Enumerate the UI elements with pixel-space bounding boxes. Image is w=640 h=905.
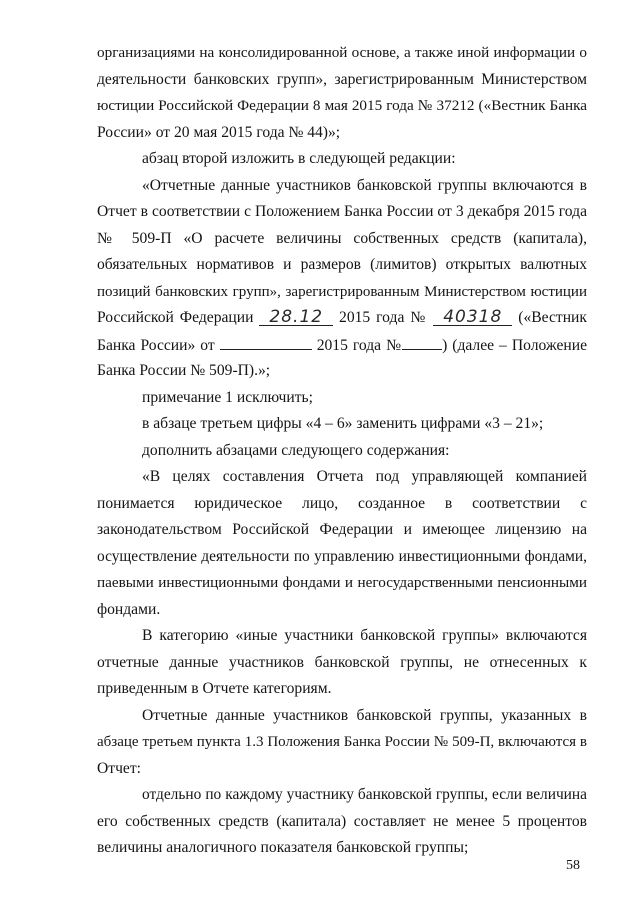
text-line: Отчет: — [97, 760, 141, 777]
line-middle: 2015 года № — [339, 309, 428, 326]
text-line: деятельности банковских групп», зарегистрированным Министерством — [97, 71, 587, 88]
text-line-with-handwriting — [97, 308, 587, 328]
text-line: В категорию «иные участники банковской группы» включаются — [142, 627, 587, 644]
text-line: организациями на консолидированной основе, а также иной информации о — [97, 44, 587, 61]
text-line: паевыми инвестиционными фондами и негосударственными пенсионными — [97, 574, 587, 591]
text-line: величины аналогичного показателя банковской группы; — [97, 839, 469, 856]
line-prefix: Банка России» от — [97, 337, 215, 354]
line-prefix: Российской Федерации — [97, 309, 254, 326]
text-line: примечание 1 исключить; — [142, 389, 313, 406]
page-number: 58 — [566, 858, 580, 873]
text-line: осуществление деятельности по управлению инвестиционными фондами, — [97, 548, 587, 565]
text-line: отчетные данные участников банковской группы, не отнесенных к — [97, 654, 587, 671]
text-line: № 509-П «О расчете величины собственных средств (капитала), — [97, 230, 587, 247]
handwritten-date: 28.12 — [259, 309, 333, 326]
text-line: «В целях составления Отчета под управляющей компанией — [142, 468, 587, 485]
text-line: понимается юридическое лицо, созданное в соответствии с — [97, 495, 587, 512]
line-suffix: («Вестник — [518, 309, 587, 326]
text-line: фондами. — [97, 601, 161, 618]
text-line: абзац второй изложить в следующей редакции: — [142, 150, 456, 167]
text-line: дополнить абзацами следующего содержания: — [142, 442, 450, 459]
handwritten-number: 40318 — [433, 309, 512, 326]
text-line: приведенным в Отчете категориям. — [97, 680, 332, 697]
text-line: отдельно по каждому участнику банковской группы, если величина — [142, 786, 587, 803]
text-line: абзаце третьем пункта 1.3 Положения Банка России № 509-П, включаются в — [97, 734, 587, 750]
line-suffix: ) (далее – Положение — [442, 337, 587, 354]
text-line: Отчет в соответствии с Положением Банка России от 3 декабря 2015 года — [97, 203, 587, 220]
text-line-with-blanks — [97, 335, 587, 356]
text-line: юстиции Российской Федерации 8 мая 2015 года № 37212 («Вестник Банка — [97, 97, 587, 114]
text-line: его собственных средств (капитала) составляет не менее 5 процентов — [97, 813, 587, 830]
text-line: «Отчетные данные участников банковской группы включаются в — [142, 177, 587, 194]
text-line: законодательством Российской Федерации и имеющее лицензию на — [97, 521, 587, 538]
text-line: позиций банковских групп», зарегистрированным Министерством юстиции — [97, 284, 587, 300]
text-line: Отчетные данные участников банковской группы, указанных в — [142, 707, 587, 724]
text-line: России» от 20 мая 2015 года № 44)»; — [97, 124, 341, 141]
blank-date-field — [220, 335, 312, 350]
text-line: обязательных нормативов и размеров (лимитов) открытых валютных — [97, 256, 587, 273]
blank-number-field — [402, 335, 442, 350]
text-line: в абзаце третьем цифры «4 – 6» заменить цифрами «3 – 21»; — [142, 415, 544, 432]
line-middle: 2015 года № — [316, 337, 403, 354]
text-line: Банка России № 509-П).»; — [97, 362, 271, 379]
